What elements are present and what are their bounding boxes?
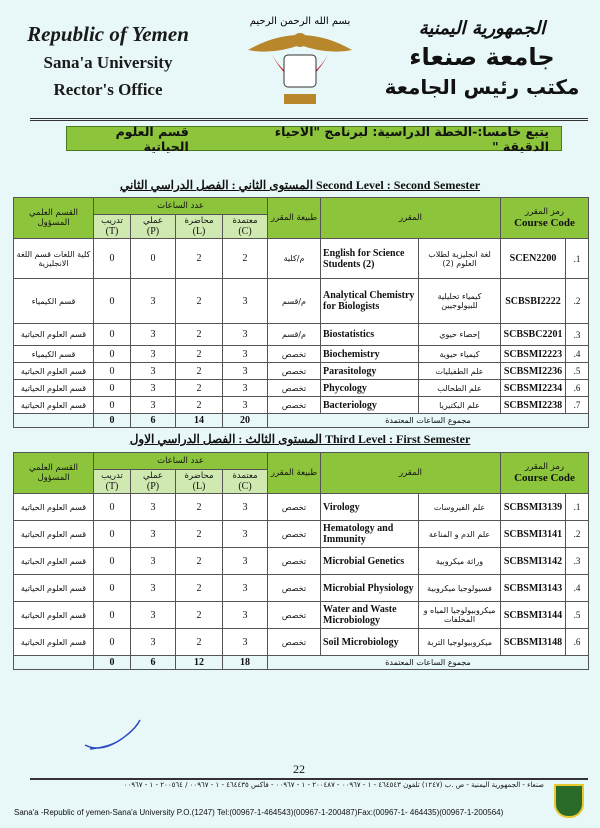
l-cell: 2	[176, 324, 223, 346]
t-cell: 0	[94, 363, 131, 380]
dept-cell: قسم العلوم الحياتية	[14, 380, 94, 397]
table-row	[14, 629, 589, 656]
t-cell: 0	[94, 346, 131, 363]
page-number: 22	[293, 762, 305, 776]
course-ar-cell: علم الطحالب	[419, 380, 501, 397]
total-label: مجموع الساعات المعتمدة	[268, 414, 589, 428]
code-cell: SCBSBC2201	[501, 324, 566, 346]
t-cell: 0	[94, 629, 131, 656]
col-T	[94, 470, 131, 494]
c-cell: 3	[223, 575, 268, 602]
header-arabic	[382, 18, 582, 99]
course-ar-cell: علم الدم و المناعة	[419, 521, 501, 548]
t-cell: 0	[94, 575, 131, 602]
col-L-ar: محاضرة	[184, 471, 214, 481]
col-L	[176, 470, 223, 494]
course-en-cell: Analytical Chemistry for Biologists	[321, 279, 419, 324]
section-banner	[66, 123, 562, 154]
total-P: 6	[131, 656, 176, 670]
col-course: المقرر	[321, 453, 501, 494]
p-cell: 3	[131, 279, 176, 324]
col-C	[223, 470, 268, 494]
table-row	[14, 397, 589, 414]
table-row	[14, 548, 589, 575]
nature-cell: م/كلية	[268, 239, 321, 279]
c-cell: 3	[223, 279, 268, 324]
course-en-cell: Phycology	[321, 380, 419, 397]
col-hours: عدد الساعات	[94, 198, 268, 215]
office-name: Rector's Office	[53, 80, 163, 99]
p-cell: 3	[131, 602, 176, 629]
t-cell: 0	[94, 521, 131, 548]
code-cell: SCBSMI3144	[501, 602, 566, 629]
l-cell: 2	[176, 239, 223, 279]
code-cell: SCEN2200	[501, 239, 566, 279]
dept-cell: قسم العلوم الحياتية	[14, 397, 94, 414]
table-row	[14, 239, 589, 279]
col-code-en: Course Code	[514, 217, 575, 229]
emblem-text: بسم الله الرحمن الرحيم	[249, 16, 351, 27]
course-ar-cell: فسيولوجيا ميكروبية	[419, 575, 501, 602]
c-cell: 3	[223, 397, 268, 414]
nature-cell: تخصص	[268, 629, 321, 656]
l-cell: 2	[176, 521, 223, 548]
course-en-cell: Hematology and Immunity	[321, 521, 419, 548]
l-cell: 2	[176, 548, 223, 575]
dept-cell: قسم العلوم الحياتية	[14, 521, 94, 548]
l-cell: 2	[176, 363, 223, 380]
total-C: 20	[223, 414, 268, 428]
p-cell: 3	[131, 346, 176, 363]
table-row	[14, 575, 589, 602]
col-C-ar: معتمدة	[232, 471, 258, 481]
col-T-ar: تدريب	[101, 471, 123, 481]
signature	[80, 715, 150, 755]
col-code	[501, 198, 589, 239]
course-en-cell: English for Science Students (2)	[321, 239, 419, 279]
course-en-cell: Bacteriology	[321, 397, 419, 414]
l-cell: 2	[176, 602, 223, 629]
course-en-cell: Microbial Genetics	[321, 548, 419, 575]
course-en-cell: Microbial Physiology	[321, 575, 419, 602]
col-T-en: (T)	[105, 226, 119, 237]
level2-table	[13, 197, 589, 428]
col-dept: القسم العلمي المسؤول	[14, 453, 94, 494]
level3-table	[13, 452, 589, 670]
course-en-cell: Biochemistry	[321, 346, 419, 363]
p-cell: 3	[131, 548, 176, 575]
col-P	[131, 215, 176, 239]
empty-cell	[14, 656, 94, 670]
footer-address-en: Sana'a -Republic of yemen-Sana'a University P.O.(1247) Tel:(00967-1-464543)(00967-1-200487)Fax:(00967-1- 464435)(00967-1-200564)	[14, 808, 504, 817]
col-P	[131, 470, 176, 494]
col-T-en: (T)	[105, 481, 119, 492]
nature-cell: تخصص	[268, 575, 321, 602]
university-logo-icon	[554, 784, 584, 818]
p-cell: 3	[131, 397, 176, 414]
code-cell: SCBSMI3143	[501, 575, 566, 602]
code-cell: SCBSBI2222	[501, 279, 566, 324]
col-C-ar: معتمدة	[232, 216, 258, 226]
t-cell: 0	[94, 239, 131, 279]
course-en-cell: Water and Waste Microbiology	[321, 602, 419, 629]
dept-cell: قسم العلوم الحياتية	[14, 548, 94, 575]
dept-cell: قسم الكيمياء	[14, 346, 94, 363]
course-en-cell: Biostatistics	[321, 324, 419, 346]
dept-cell: قسم العلوم الحياتية	[14, 363, 94, 380]
footer-address-ar: صنعاء - الجمهورية اليمنية - ص .ب (١٢٤٧) تلفون ٤٦٤٥٤٣ - ١ - ٠٠٩٦٧ - ٢٠٠٤٨٧ - ١ - ٠٠٩٦٧ - فاكس ٤٦٤٤٣٥ - ١ - ٠٠٩٦٧ / ٢٠٠٥٦٤ - ١ - ٠٠٩٦٧	[123, 781, 544, 789]
c-cell: 3	[223, 494, 268, 521]
c-cell: 2	[223, 239, 268, 279]
total-L: 12	[176, 656, 223, 670]
row-number: .4	[566, 575, 589, 602]
total-T: 0	[94, 656, 131, 670]
empty-cell	[14, 414, 94, 428]
code-cell: SCBSMI2238	[501, 397, 566, 414]
table-row	[14, 279, 589, 324]
c-cell: 3	[223, 521, 268, 548]
course-ar-cell: علم الطفيليات	[419, 363, 501, 380]
code-cell: SCBSMI3148	[501, 629, 566, 656]
t-cell: 0	[94, 548, 131, 575]
header-english	[18, 22, 198, 100]
col-P-ar: عملي	[143, 471, 163, 481]
col-L	[176, 215, 223, 239]
col-code	[501, 453, 589, 494]
dept-cell: قسم العلوم الحياتية	[14, 324, 94, 346]
course-ar-cell: ميكروبيولوجيا التربة	[419, 629, 501, 656]
col-P-en: (P)	[146, 481, 160, 492]
course-en-cell: Soil Microbiology	[321, 629, 419, 656]
c-cell: 3	[223, 324, 268, 346]
total-C: 18	[223, 656, 268, 670]
col-C-en: (C)	[238, 481, 252, 492]
l-cell: 2	[176, 397, 223, 414]
nature-cell: تخصص	[268, 521, 321, 548]
p-cell: 3	[131, 324, 176, 346]
p-cell: 0	[131, 239, 176, 279]
course-ar-cell: إحصاء حيوي	[419, 324, 501, 346]
code-cell: SCBSMI2223	[501, 346, 566, 363]
table-row	[14, 363, 589, 380]
c-cell: 3	[223, 602, 268, 629]
col-P-en: (P)	[146, 226, 160, 237]
code-cell: SCBSMI3142	[501, 548, 566, 575]
nature-cell: تخصص	[268, 494, 321, 521]
nature-cell: تخصص	[268, 602, 321, 629]
dept-cell: كلية اللغات قسم اللغة الانجليزية	[14, 239, 94, 279]
nature-cell: تخصص	[268, 346, 321, 363]
col-nature: طبيعة المقرر	[268, 453, 321, 494]
course-en-cell: Virology	[321, 494, 419, 521]
l-cell: 2	[176, 346, 223, 363]
code-cell: SCBSMI2234	[501, 380, 566, 397]
nature-cell: م/قسم	[268, 279, 321, 324]
totals-row	[14, 414, 589, 428]
dept-cell: قسم العلوم الحياتية	[14, 575, 94, 602]
dept-cell: قسم العلوم الحياتية	[14, 494, 94, 521]
col-code-ar: رمز المقرر	[524, 462, 564, 472]
total-T: 0	[94, 414, 131, 428]
row-number: .1	[566, 239, 589, 279]
code-cell: SCBSMI3141	[501, 521, 566, 548]
c-cell: 3	[223, 346, 268, 363]
code-cell: SCBSMI2236	[501, 363, 566, 380]
col-course: المقرر	[321, 198, 501, 239]
nature-cell: تخصص	[268, 397, 321, 414]
totals-row	[14, 656, 589, 670]
header-divider	[30, 118, 588, 122]
total-label: مجموع الساعات المعتمدة	[268, 656, 589, 670]
row-number: .2	[566, 521, 589, 548]
col-C	[223, 215, 268, 239]
c-cell: 3	[223, 629, 268, 656]
row-number: .4	[566, 346, 589, 363]
l-cell: 2	[176, 629, 223, 656]
p-cell: 3	[131, 521, 176, 548]
c-cell: 3	[223, 548, 268, 575]
course-ar-cell: وراثة ميكروبية	[419, 548, 501, 575]
col-L-en: (L)	[192, 481, 206, 492]
row-number: .6	[566, 629, 589, 656]
row-number: .3	[566, 324, 589, 346]
col-nature: طبيعة المقرر	[268, 198, 321, 239]
p-cell: 3	[131, 494, 176, 521]
p-cell: 3	[131, 380, 176, 397]
l-cell: 2	[176, 575, 223, 602]
course-ar-cell: كيمياء تحليلية للبيولوجيين	[419, 279, 501, 324]
course-ar-cell: كيمياء حيوية	[419, 346, 501, 363]
t-cell: 0	[94, 324, 131, 346]
course-ar-cell: علم البكتيريا	[419, 397, 501, 414]
dept-cell: قسم العلوم الحياتية	[14, 602, 94, 629]
col-L-ar: محاضرة	[184, 216, 214, 226]
course-ar-cell: ميكروبيولوجيا المياه و المخلفات	[419, 602, 501, 629]
nature-cell: تخصص	[268, 363, 321, 380]
col-hours: عدد الساعات	[94, 453, 268, 470]
l-cell: 2	[176, 380, 223, 397]
footer-divider	[30, 778, 588, 780]
nature-cell: م/قسم	[268, 324, 321, 346]
total-L: 14	[176, 414, 223, 428]
col-C-en: (C)	[238, 226, 252, 237]
row-number: .5	[566, 363, 589, 380]
nature-cell: تخصص	[268, 380, 321, 397]
t-cell: 0	[94, 397, 131, 414]
level2-title: المستوى الثاني : الفصل الدراسي الثاني Second Level : Second Semester	[119, 178, 481, 192]
table-row	[14, 602, 589, 629]
row-number: .5	[566, 602, 589, 629]
col-T-ar: تدريب	[101, 216, 123, 226]
c-cell: 3	[223, 363, 268, 380]
dept-cell: قسم الكيمياء	[14, 279, 94, 324]
total-P: 6	[131, 414, 176, 428]
col-code-en: Course Code	[514, 472, 575, 484]
t-cell: 0	[94, 380, 131, 397]
row-number: .6	[566, 380, 589, 397]
t-cell: 0	[94, 494, 131, 521]
col-dept: القسم العلمي المسؤول	[14, 198, 94, 239]
yemen-emblem-icon	[238, 10, 362, 110]
table-row	[14, 380, 589, 397]
col-L-en: (L)	[192, 226, 206, 237]
row-number: .1	[566, 494, 589, 521]
l-cell: 2	[176, 494, 223, 521]
row-number: .3	[566, 548, 589, 575]
banner-title: يتبع خامسا:-الخطة الدراسية: لبرنامج "الاحياء الدقيقة "	[274, 123, 549, 154]
table-row	[14, 324, 589, 346]
t-cell: 0	[94, 279, 131, 324]
country-name-ar: الجمهورية اليمنية	[418, 18, 546, 39]
university-name-ar: جامعة صنعاء	[409, 43, 555, 71]
t-cell: 0	[94, 602, 131, 629]
office-name-ar: مكتب رئيس الجامعة	[384, 75, 580, 99]
col-code-ar: رمز المقرر	[524, 207, 564, 217]
course-ar-cell: لغة انجليزية لطلاب العلوم (2)	[419, 239, 501, 279]
country-name: Republic of Yemen	[27, 22, 189, 46]
table-row	[14, 494, 589, 521]
col-P-ar: عملي	[143, 216, 163, 226]
dept-cell: قسم العلوم الحياتية	[14, 629, 94, 656]
banner-dept: قسم العلوم الحياتية	[115, 123, 189, 154]
course-ar-cell: علم الفيروسات	[419, 494, 501, 521]
table-row	[14, 521, 589, 548]
col-T	[94, 215, 131, 239]
p-cell: 3	[131, 629, 176, 656]
c-cell: 3	[223, 380, 268, 397]
table-row	[14, 346, 589, 363]
course-en-cell: Parasitology	[321, 363, 419, 380]
row-number: .7	[566, 397, 589, 414]
p-cell: 3	[131, 575, 176, 602]
l-cell: 2	[176, 279, 223, 324]
code-cell: SCBSMI3139	[501, 494, 566, 521]
p-cell: 3	[131, 363, 176, 380]
row-number: .2	[566, 279, 589, 324]
nature-cell: تخصص	[268, 548, 321, 575]
level3-title: المستوى الثالث : الفصل الدراسي الاول Third Level : First Semester	[129, 432, 471, 446]
university-name: Sana'a University	[43, 53, 173, 72]
